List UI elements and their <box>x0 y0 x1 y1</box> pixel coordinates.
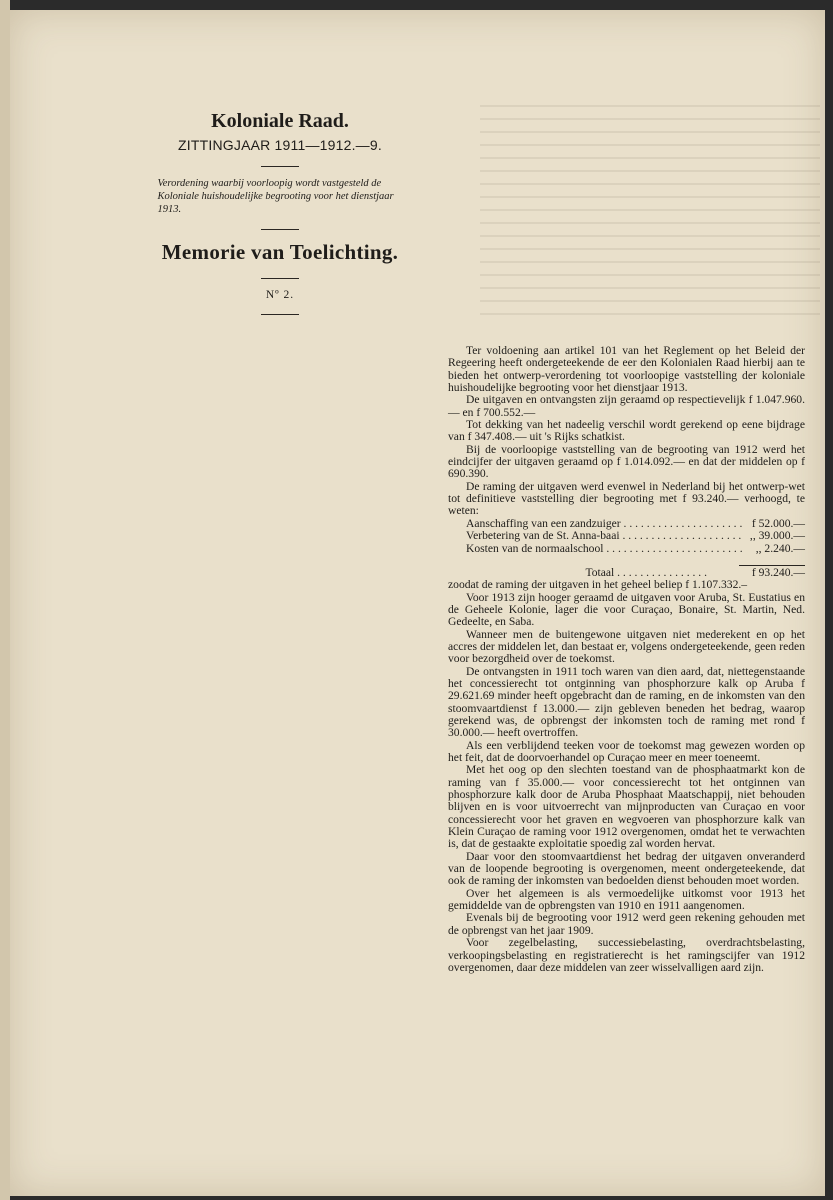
memorandum-body <box>448 345 805 974</box>
expense-amount: ,, 2.240.— <box>755 541 805 555</box>
ordinance-subtitle: Verordening waarbij voorloopig wordt vastgesteld de Koloniale huishoudelijke begrooting voor het dienstjaar 1913. <box>157 178 394 215</box>
divider <box>261 166 299 167</box>
expense-amount: ,, 39.000.— <box>749 529 805 543</box>
paragraph: Evenals bij de begrooting voor 1912 werd geen rekening gehouden met de opbrengst van het jaar 1909. <box>448 911 805 937</box>
paragraph: Over het algemeen is als vermoedelijke uitkomst voor 1913 het gemiddelde van de opbrengsten van 1910 en 1911 aangenomen. <box>448 886 805 913</box>
paragraph: zoodat de raming der uitgaven in het geheel beliep f 1.107.332.– <box>448 578 748 592</box>
paragraph: Als een verblijdend teeken voor de toekomst mag gewezen worden op het feit, dat de doorvoerhandel op Curaçao meer en meer toeneemt. <box>448 738 805 764</box>
paragraph: Voor 1913 zijn hooger geraamd de uitgaven voor Aruba, St. Eustatius en de Geheele Kolonie, lager die voor Curaçao, Bonaire, St. Martin, Ned. Gedeelte, en Saba. <box>448 590 805 629</box>
session-year: ZITTINGJAAR 1911—1912.—9. <box>178 137 382 153</box>
expense-label: Kosten van de normaalschool . . . <box>466 543 743 555</box>
paragraph: Tot dekking van het nadeelig verschil wordt gerekend op eene bijdrage van f 347.408.— uit 's Rijks schatkist. <box>448 418 805 444</box>
paragraph: De ontvangsten in 1911 toch waren van dien aard, dat, niettegenstaande het concessierecht tot ontginning van phosphorzure kalk op Aruba f 29.621.69 minder heeft opgebracht dan de raming, en de inkomsten van den stoomvaartdienst f 13.000.— zijn gebleven beneden het bedrag, waarop gerekend was, de opbrengst der inkomsten toch de raming met rond f 30.000.— heeft overtroffen. <box>448 664 805 740</box>
expense-label: Verbetering van de St. Anna-baai . . . <box>466 530 743 542</box>
council-title: Koloniale Raad. <box>211 110 349 132</box>
bleed-through-text <box>480 105 820 325</box>
document-number: Nº 2. <box>265 289 295 301</box>
divider <box>261 229 299 230</box>
expense-amount: f 52.000.— <box>751 516 805 530</box>
document-title: Memorie van Toelichting. <box>161 240 399 264</box>
paragraph: Wanneer men de buitengewone uitgaven niet mederekent en op het accres der middelen let, dan bestaat er, volgens ondergeteekende, geen reden voor bezorgdheid over de toekomst. <box>448 627 805 666</box>
paragraph: Ter voldoening aan artikel 101 van het Reglement op het Beleid der Regeering heeft ondergeteekende de eer den Kolonialen Raad hierbij aan te bieden het ontwerp-verordening tot voorloopige vaststelling der koloniale huishoudelijke begrooting voor het dienstjaar 1913. <box>448 344 805 395</box>
paragraph: Daar voor den stoomvaartdienst het bedrag der uitgaven onveranderd van de loopende begrooting is overgenomen, meent ondergeteekende, dat ook de raming der inkomsten van bedoelden dienst behouden moet worden. <box>448 849 805 888</box>
page-edge <box>0 0 10 1200</box>
paragraph: Met het oog op den slechten toestand van de phosphaatmarkt kon de raming van f 35.000.— voor concessierecht tot het ontginnen van phosphorzure kalk door de Aruba Phosphaat Maatschappij, niet behouden blijven en is voor uitvoerrecht van mijnproducten van Curaçao en voor concessierecht voor het graven en wegvoeren van phosphorzure kalk van Klein Curaçao de raming voor 1912 overgenomen, omdat het te verwachten is, dat de gestaakte exploitatie spoedig zal worden hervat. <box>448 763 805 851</box>
divider <box>261 314 299 315</box>
paragraph: Bij de voorloopige vaststelling van de begrooting van 1912 werd het eindcijfer der uitgaven geraamd op f 1.014.092.— en dat der middelen op f 690.390. <box>448 442 805 481</box>
paragraph: De raming der uitgaven werd evenwel in Nederland bij het ontwerp-wet tot definitieve vaststelling dier begrooting met f 93.240.— verhoogd, te weten: <box>448 479 805 518</box>
paragraph: De uitgaven en ontvangsten zijn geraamd op respectievelijk f 1.047.960.— en f 700.552.— <box>448 393 805 419</box>
expense-label: Aanschaffing van een zandzuiger . . . <box>466 518 743 530</box>
paragraph: Voor zegelbelasting, successiebelasting, overdrachtsbelasting, verkoopingsbelasting en registratierecht is het ramingscijfer van 1912 overgenomen, daar deze middelen van zeer wisselvalligen aard zijn. <box>448 936 805 974</box>
expense-item <box>466 530 805 542</box>
divider <box>261 278 299 279</box>
document-header <box>140 110 420 325</box>
total-label: Totaal . . . . . . . . . . . . . . . . <box>585 565 707 579</box>
document-page <box>10 10 825 1196</box>
expense-item <box>466 543 805 555</box>
total-amount: f 93.240.— <box>725 567 805 579</box>
